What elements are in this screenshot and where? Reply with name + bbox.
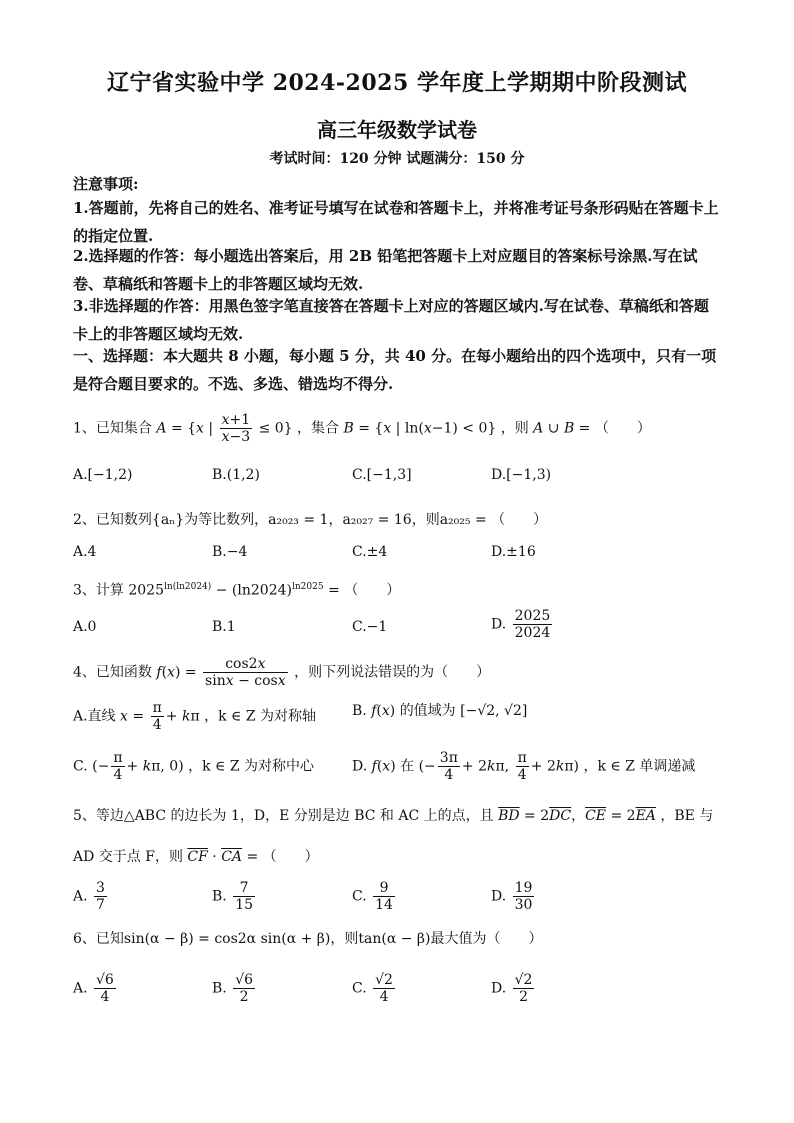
q4-option-b[interactable]: B. f(x) 的值域为 [−√2, √2]	[352, 703, 528, 719]
question-6: 6、已知sin(α − β) = cos2α sin(α + β)，则tan(α − β)最大值为（ ）	[73, 931, 543, 947]
q2-option-d[interactable]: D.±16	[491, 544, 536, 560]
exam-title: 辽宁省实验中学 2024-2025 学年度上学期期中阶段测试	[107, 70, 687, 96]
q3-option-c[interactable]: C.−1	[352, 619, 388, 635]
question-5-line-1: 5、等边△ABC 的边长为 1，D，E 分别是边 BC 和 AC 上的点，且 $\overline{BD} = 2\overline{DC}$，$\overline{CE} = 2\overline{EA}$ ，BE 与	[73, 808, 714, 824]
q4-option-b-label: B.	[352, 703, 367, 719]
question-3: 3、计算 $2025^{ln(ln2024)} - (\ln 2024)^{ln2025}$ = （ ）	[73, 582, 401, 599]
q3-stem-a: 3、计算	[73, 582, 124, 599]
q2-option-b[interactable]: B.−4	[212, 544, 248, 560]
q5-option-b[interactable]	[212, 880, 257, 913]
q4-option-d[interactable]: D. f(x) 在 (− $\frac{3\pi}{4}$ + 2kπ, $\frac{\pi}{4}$ + 2kπ) ，k ∈ Z 单调递减	[352, 750, 696, 783]
q3-option-a[interactable]: A.0	[73, 619, 97, 635]
q3-d-numerator: 2025	[514, 608, 551, 624]
q5-option-c-label: C.	[352, 888, 367, 905]
q5-option-d-label: D.	[491, 888, 507, 905]
q5-option-c[interactable]	[352, 880, 397, 913]
q5-c-num: 9	[373, 880, 395, 897]
question-4: 4、已知函数 f(x) = $\frac{\cos 2x}{\sin x - \cos x}$ ，则下列说法错误的为（ ）	[73, 656, 491, 689]
q4-option-c-label: C.	[73, 758, 88, 775]
q1-stem-a: 1、已知集合	[73, 420, 152, 437]
q6-option-d[interactable]	[491, 972, 536, 1005]
note-3: 3.非选择题的作答：用黑色签字笔直接答在答题卡上对应的答题区域内.写在试卷、草稿纸和答题卡上的非答题区域均无效.	[73, 297, 709, 343]
q5-stem-line2: AD 交于点 F，则	[73, 849, 183, 865]
exam-subtitle: 高三年级数学试卷	[317, 118, 477, 142]
q1-option-b[interactable]: B.(1,2)	[212, 467, 260, 483]
q1-stem-c: ，则	[500, 420, 529, 437]
q6-d-den: 2	[519, 989, 529, 1005]
q4-option-d-label: D.	[352, 758, 368, 775]
question-5-line-2: AD 交于点 F，则 $\overline{CF} \cdot \overline{CA}$ = （ ）	[73, 849, 319, 865]
q6-option-a[interactable]	[73, 972, 118, 1005]
q1-option-c[interactable]: C.[−1,3]	[352, 467, 412, 483]
q4-option-d-tail: ，k ∈ Z 单调递减	[583, 758, 696, 775]
q1-stem-b: ，集合	[297, 420, 340, 437]
q4-stem-a: 4、已知函数	[73, 664, 152, 681]
q6-a-den: 4	[100, 989, 110, 1005]
q4-option-a[interactable]: A.直线 x = $\frac{\pi}{4}$ + kπ ，k ∈ Z 为对称轴	[73, 700, 317, 733]
q5-a-num: 3	[96, 880, 105, 896]
q6-option-c-label: C.	[352, 980, 367, 997]
q1-stem-d: （ ）	[594, 420, 651, 437]
q2-option-a[interactable]: A.4	[73, 544, 97, 560]
q5-d-num: 19	[514, 880, 533, 896]
q1-option-d[interactable]: D.[−1,3)	[491, 467, 552, 483]
notes-heading: 注意事项:	[73, 175, 139, 193]
section-heading: 一、选择题：本大题共 8 小题，每小题 5 分，共 40 分。在每小题给出的四个选项中，只有一项是符合题目要求的。不选、多选、错选均不得分.	[73, 347, 717, 393]
q6-option-b[interactable]	[212, 972, 257, 1005]
q5-c-den: 14	[375, 897, 393, 913]
q5-stem-line2b: （ ）	[262, 849, 319, 865]
q6-d-num: √2	[514, 972, 533, 988]
q6-b-num: √6	[235, 972, 254, 988]
q3-option-d[interactable]	[491, 608, 554, 641]
q2-option-c[interactable]: C.±4	[352, 544, 388, 560]
note-2: 2.选择题的作答：每小题选出答案后，用 2B 铅笔把答题卡上对应题目的答案标号涂黑.写在试卷、草稿纸和答题卡上的非答题区域均无效.	[73, 247, 698, 293]
q6-option-c[interactable]	[352, 972, 397, 1005]
q5-stem-line1b: ，BE 与	[660, 808, 714, 824]
q3-d-denominator: 2024	[514, 625, 551, 641]
q4-option-c[interactable]: C. (− $\frac{\pi}{4}$ + kπ, 0) ，k ∈ Z 为对称中心	[73, 750, 315, 783]
exam-meta: 考试时间：120 分钟 试题满分：150 分	[269, 151, 525, 167]
q5-b-num: 7	[233, 880, 255, 897]
q5-option-a-label: A.	[73, 888, 88, 905]
q6-c-den: 4	[379, 989, 389, 1005]
q6-a-num: √6	[96, 972, 114, 988]
q5-b-den: 15	[235, 897, 254, 913]
q4-option-a-tail: ，k ∈ Z 为对称轴	[204, 708, 317, 725]
question-2: 2、已知数列{aₙ}为等比数列，a₂₀₂₃ = 1，a₂₀₂₇ = 16，则a₂₀₂₅ = （ ）	[73, 512, 548, 528]
q4-option-c-tail: ，k ∈ Z 为对称中心	[188, 758, 315, 775]
q5-option-b-label: B.	[212, 888, 227, 905]
q1-option-a[interactable]: A.[−1,2)	[73, 467, 133, 483]
q4-option-a-label: A.直线	[73, 708, 116, 725]
q3-option-b[interactable]: B.1	[212, 619, 236, 635]
q4-stem-b: ，则下列说法错误的为（ ）	[294, 664, 491, 681]
q5-option-a[interactable]	[73, 880, 109, 913]
q6-option-d-label: D.	[491, 980, 507, 997]
q5-stem-line1: 5、等边△ABC 的边长为 1，D，E 分别是边 BC 和 AC 上的点，且	[73, 808, 494, 824]
q5-d-den: 30	[514, 897, 533, 913]
q6-c-num: √2	[375, 972, 393, 988]
question-1: 1、已知集合 A = {x | $\frac{x+1}{x-3}$ ≤ 0} ，集合 B = {x | ln(x−1) < 0} ，则 A ∪ B = （ ）	[73, 412, 651, 445]
q3-option-d-label: D.	[491, 616, 507, 633]
q4-option-b-tail: 的值域为	[399, 703, 456, 719]
q5-option-d[interactable]	[491, 880, 536, 913]
q6-option-b-label: B.	[212, 980, 227, 997]
q5-a-den: 7	[96, 897, 105, 913]
q6-b-den: 2	[239, 989, 249, 1005]
note-1: 1.答题前，先将自己的姓名、准考证号填写在试卷和答题卡上，并将准考证号条形码贴在答题卡上的指定位置.	[73, 199, 719, 245]
q6-option-a-label: A.	[73, 980, 88, 997]
q4-option-d-mid: 在	[400, 758, 415, 775]
q3-stem-b: （ ）	[344, 582, 401, 599]
